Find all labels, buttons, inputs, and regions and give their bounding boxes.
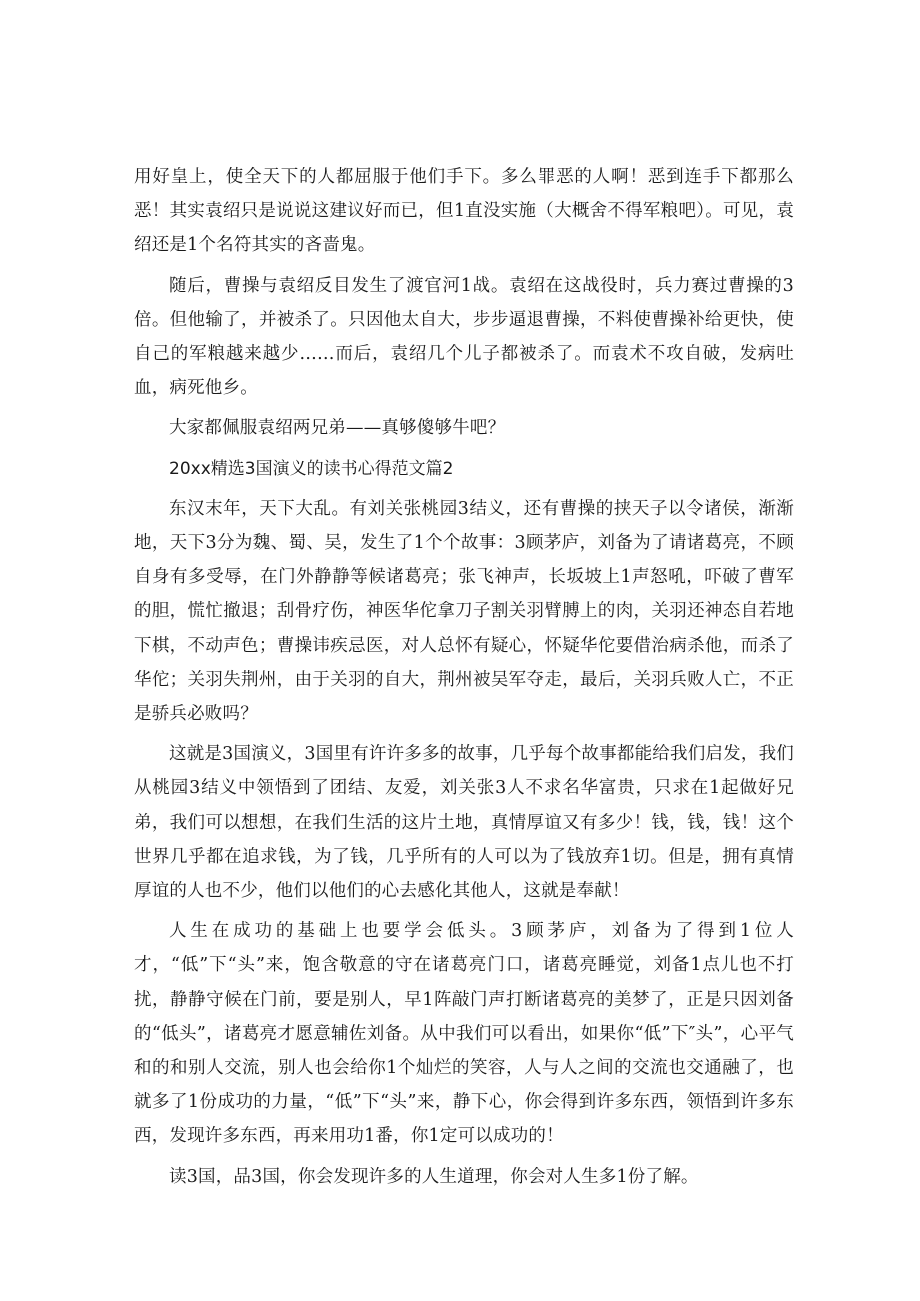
paragraph-6: 人生在成功的基础上也要学会低头。3顾茅庐，刘备为了得到1位人才，“低”下“头”来，饱含敬意的守在诸葛亮门口，诸葛亮睡觉，刘备1点儿也不打扰，静静守候在门前，要是别人，早1阵敲门声打断诸葛亮的美梦了，正是只因刘备的“低头”，诸葛亮才愿意辅佐刘备。从中我们可以看出，如果你“低”下″头”，心平气和的和别人交流，别人也会给你1个灿烂的笑容，人与人之间的交流也交通融了，也就多了1份成功的力量，“低”下“头”来，静下心，你会得到许多东西，领悟到许多东西，发现许多东西，再来用功1番，你1定可以成功的！ <box>134 921 794 1147</box>
paragraph-5: 这就是3国演义，3国里有许许多多的故事，几乎每个故事都能给我们启发，我们从桃园3结义中领悟到了团结、友爱，刘关张3人不求名华富贵，只求在1起做好兄弟，我们可以想想，在我们生活的这片土地，真情厚谊又有多少！钱，钱，钱！这个世界几乎都在追求钱，为了钱，几乎所有的人可以为了钱放弃1切。但是，拥有真情厚谊的人也不少，他们以他们的心去感化其他人，这就是奉献！ <box>134 744 794 902</box>
paragraph-1: 用好皇上，使全天下的人都屈服于他们手下。多么罪恶的人啊！恶到连手下都那么恶！其实袁绍只是说说这建议好而已，但1直没实施（大概舍不得军粮吧）。可见，袁绍还是1个名符其实的吝啬鬼。 <box>134 167 794 256</box>
paragraph-4: 东汉末年，天下大乱。有刘关张桃园3结义，还有曹操的挟天子以令诸侯，渐渐地，天下3分为魏、蜀、吴，发生了1个个故事：3顾茅庐，刘备为了请诸葛亮，不顾自身有多受辱，在门外静静等候诸葛亮；张飞神声，长坂坡上1声怒吼，吓破了曹军的胆，慌忙撤退；刮骨疗伤，神医华佗拿刀子割关羽臂膊上的肉，关羽还神态自若地下棋，不动声色；曹操讳疾忌医，对人总怀有疑心，怀疑华佗要借治病杀他，而杀了华佗；关羽失荆州，由于关羽的自大，荆州被吴军夺走，最后，关羽兵败人亡，不正是骄兵必败吗？ <box>134 498 794 725</box>
paragraph-2: 随后，曹操与袁绍反目发生了渡官河1战。袁绍在这战役时，兵力赛过曹操的3倍。但他输了，并被杀了。只因他太自大，步步逼退曹操，不料使曹操补给更快，使自己的军粮越来越少……而后，袁绍几个儿子都被杀了。而袁术不攻自破，发病吐血，病死他乡。 <box>134 275 794 399</box>
section-heading: 20xx精选3国演义的读书心得范文篇2 <box>169 458 454 479</box>
document-page <box>134 160 794 1194</box>
paragraph-7: 读3国，品3国，你会发现许多的人生道理，你会对人生多1份了解。 <box>169 1166 699 1187</box>
paragraph-3: 大家都佩服袁绍两兄弟——真够傻够牛吧？ <box>169 418 506 439</box>
